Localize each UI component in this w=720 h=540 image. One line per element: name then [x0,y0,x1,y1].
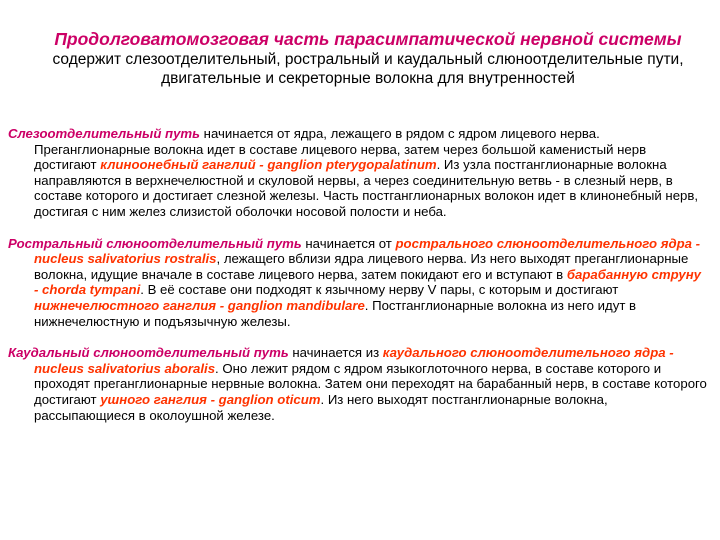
content-body [8,126,708,439]
highlight-chorda-tympani: барабанную струну - chorda tympani [34,266,701,298]
highlight-ganglion-mandibulare: нижнечелюстного ганглия - ganglion mandibulare [34,297,365,313]
highlight-nucleus-salivatorius-rostralis: рострального слюноотделительного ядра - nucleus salivatorius rostralis [34,235,701,267]
highlight-nucleus-salivatorius-aboralis: каудального слюноотделительного ядра - nucleus salivatorius aboralis [34,345,674,376]
paragraph-text: начинается от ядра, лежащего в рядом с ядром лицевого нерва. Преганглионарные волокна идет в составе лицевого нерва, затем через большой каменистый нерв достигают [34,126,647,173]
caudal-salivary-pathway-title: Каудальный слюноотделительный путь [8,345,289,361]
paragraph-text: . Оно лежит рядом с ядром языкоглоточного нерва, в составе которого и проходят преганглионарные нервные волокна. Затем они переходят на барабанный нерв, в составе которого достигают [34,360,707,407]
paragraph-text: начинается от [301,235,396,251]
paragraph-text: начинается из [288,345,383,361]
paragraph-text: . Постганглионарные волокна из него идут в нижнечелюстную и подъязычную железы. [34,297,637,329]
slide-title: Продолговатомозговая часть парасимпатической нервной системы [54,29,682,49]
paragraph-text: . Из узла постганглионарные волокна направляются в верхнечелюстной и скуловой нервы, а через соединительную ветвь - в слезный нерв, в составе которого и достигает слезной железы. Часть постганглионарных волокон идет в клинонебный нерв, достигая с ним желез слизистой оболочки носовой полости и неба. [34,157,699,219]
highlight-ganglion-oticum: ушного ганглия - ganglion oticum [100,391,321,407]
rostral-salivary-pathway-paragraph [8,236,708,330]
highlight-ganglion-pterygopalatinum: клиноонебный ганглий - ganglion pterygopalatinum [100,157,437,173]
lacrimal-pathway-title: Слезоотделительный путь [8,126,200,141]
lacrimal-pathway-paragraph [8,126,708,220]
paragraph-text: . Из него выходят постганглионарные волокна, рассыпающиеся в околоушной железе. [34,391,608,423]
paragraph-text: . В её составе они подходят к язычному нерву V пары, с которым и достигают [140,282,619,298]
paragraph-text: , лежащего вблизи ядра лицевого нерва. Из него выходят преганглионарные волокна, идущие вначале в составе лицевого нерва, затем покидают его и вступают в [34,251,689,282]
intro-paragraph [48,30,688,88]
intro-text: содержит слезоотделительный, ростральный и каудальный слюноотделительные пути, двигательные и секреторные волокна для внутренностей [52,51,684,87]
rostral-salivary-pathway-title: Ростральный слюноотделительный путь [8,235,302,251]
caudal-salivary-pathway-paragraph [8,345,708,423]
